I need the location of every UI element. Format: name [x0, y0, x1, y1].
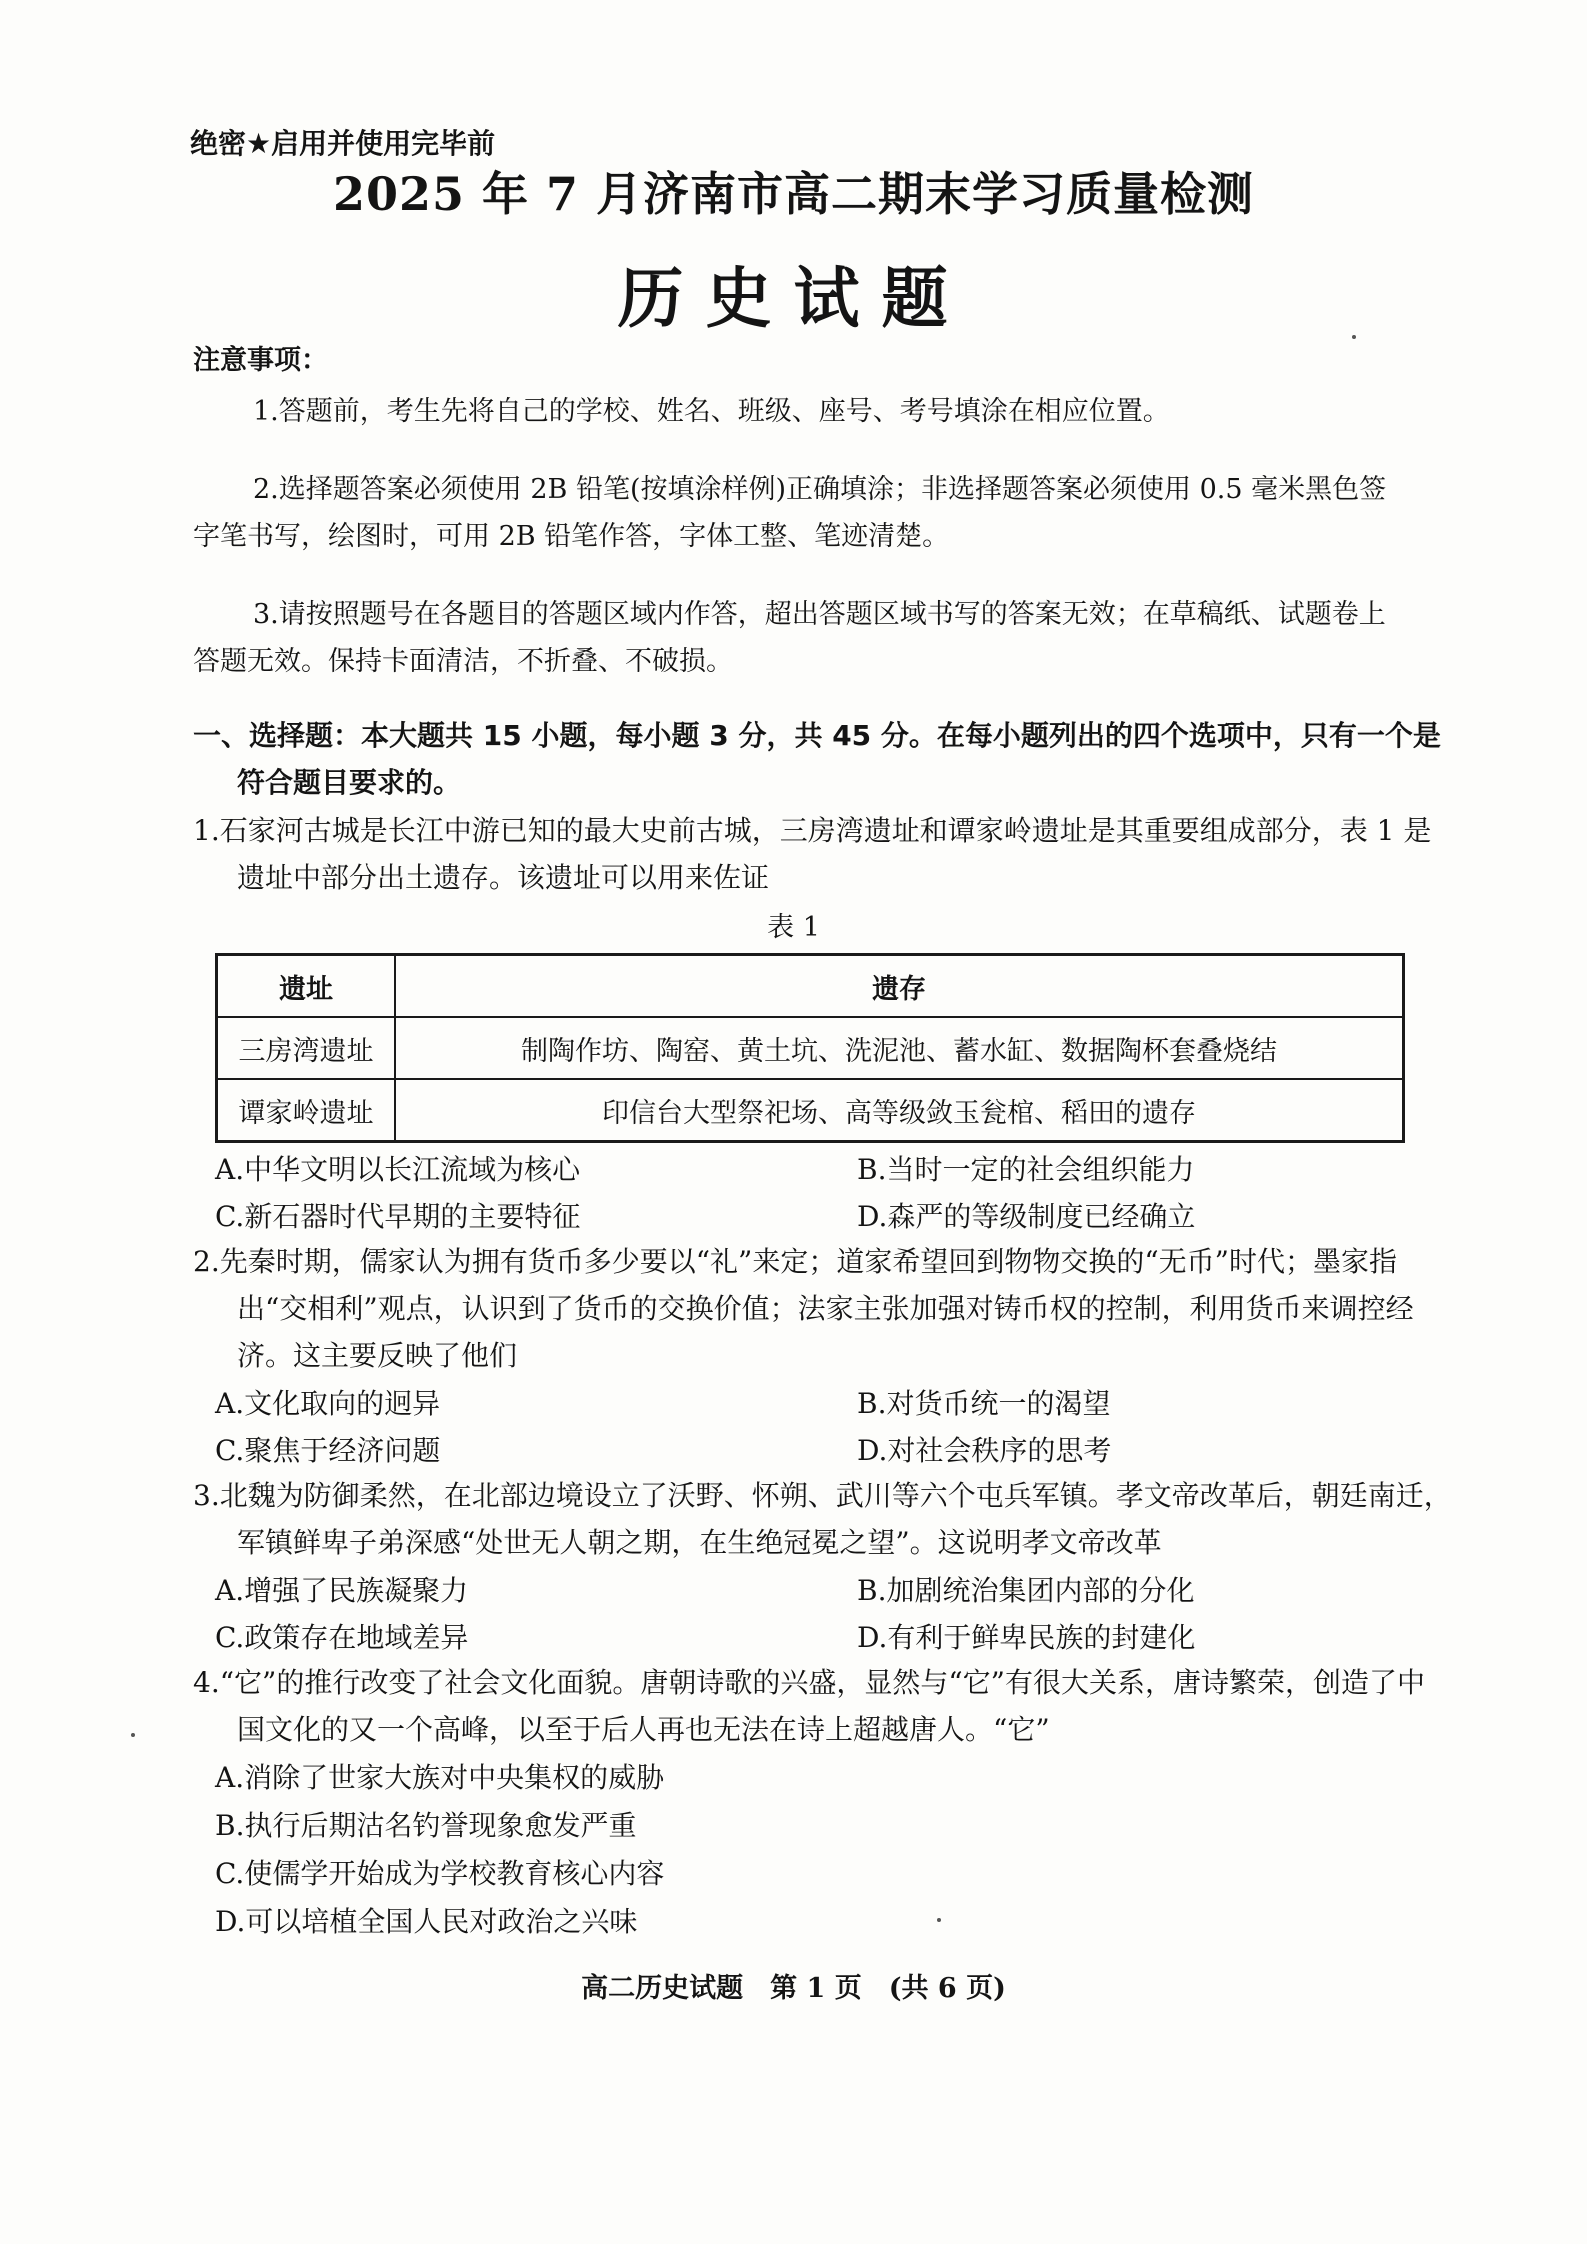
- table-row: [217, 1079, 1404, 1142]
- subject-title: 历史试题: [617, 260, 970, 337]
- table-header-relics: 遗存: [395, 955, 1404, 1018]
- table-header-site: 遗址: [217, 955, 396, 1018]
- question-1-stem: 1.石家河古城是长江中游已知的最大史前古城，三房湾遗址和谭家岭遗址是其重要组成部分，表 1 是遗址中部分出土遗存。该遗址可以用来佐证: [193, 814, 1432, 894]
- table-cell: 印信台大型祭祀场、高等级敛玉瓮棺、稻田的遗存: [395, 1079, 1404, 1142]
- question-2-option-c: C.聚焦于经济问题: [215, 1434, 441, 1467]
- note-item-3: 3.请按照题号在各题目的答题区域内作答，超出答题区域书写的答案无效；在草稿纸、试题卷上答题无效。保持卡面清洁，不折叠、不破损。: [193, 599, 1386, 677]
- question-4-option-d: D.可以培植全国人民对政治之兴味: [215, 1905, 638, 1938]
- table-cell: 制陶作坊、陶窑、黄土坑、洗泥池、蓄水缸、数据陶杯套叠烧结: [395, 1017, 1404, 1079]
- question-4-option-c: C.使儒学开始成为学校教育核心内容: [215, 1857, 665, 1890]
- scan-speck: [131, 1733, 135, 1737]
- table-cell: 谭家岭遗址: [217, 1079, 396, 1142]
- question-4-option-b: B.执行后期沽名钓誉现象愈发严重: [215, 1809, 637, 1842]
- scan-speck: [1352, 335, 1356, 339]
- note-item-2: 2.选择题答案必须使用 2B 铅笔(按填涂样例)正确填涂；非选择题答案必须使用 0.5 毫米黑色签字笔书写，绘图时，可用 2B 铅笔作答，字体工整、笔迹清楚。: [193, 474, 1387, 552]
- table-row: [217, 1017, 1404, 1079]
- question-3-option-d: D.有利于鲜卑民族的封建化: [857, 1621, 1196, 1654]
- question-3-option-b: B.加剧统治集团内部的分化: [857, 1574, 1195, 1607]
- relics-table: [215, 953, 1405, 1143]
- question-2-option-b: B.对货币统一的渴望: [857, 1387, 1111, 1420]
- table-header-row: [217, 955, 1404, 1018]
- note-item-1: 1.答题前，考生先将自己的学校、姓名、班级、座号、考号填涂在相应位置。: [253, 396, 1170, 427]
- notes-heading: 注意事项：: [193, 345, 328, 376]
- table-caption: 表 1: [767, 912, 820, 943]
- question-3-stem: 3.北魏为防御柔然，在北部边境设立了沃野、怀朔、武川等六个屯兵军镇。孝文帝改革后，朝廷南迁，军镇鲜卑子弟深感“处世无人朝之期，在生绝冠冕之望”。这说明孝文帝改革: [193, 1479, 1452, 1559]
- question-3-option-a: A.增强了民族凝聚力: [215, 1574, 469, 1607]
- question-2-option-a: A.文化取向的迥异: [215, 1387, 441, 1420]
- question-4-stem: 4.“它”的推行改变了社会文化面貌。唐朝诗歌的兴盛，显然与“它”有很大关系，唐诗繁荣，创造了中国文化的又一个高峰，以至于后人再也无法在诗上超越唐人。“它”: [193, 1666, 1425, 1746]
- question-1-option-d: D.森严的等级制度已经确立: [857, 1200, 1196, 1233]
- question-1-option-a: A.中华文明以长江流域为核心: [215, 1153, 581, 1186]
- section-heading: 一、选择题：本大题共 15 小题，每小题 3 分，共 45 分。在每小题列出的四个选项中，只有一个是符合题目要求的。: [193, 719, 1441, 799]
- exam-title: 2025 年 7 月济南市高二期末学习质量检测: [332, 167, 1255, 221]
- confidential-mark: 绝密★启用并使用完毕前: [190, 127, 496, 160]
- question-3-option-c: C.政策存在地域差异: [215, 1621, 469, 1654]
- table-cell: 三房湾遗址: [217, 1017, 396, 1079]
- question-1-option-b: B.当时一定的社会组织能力: [857, 1153, 1195, 1186]
- question-4-option-a: A.消除了世家大族对中央集权的威胁: [215, 1761, 665, 1794]
- question-2-option-d: D.对社会秩序的思考: [857, 1434, 1112, 1467]
- page-footer: 高二历史试题 第 1 页 (共 6 页): [581, 1973, 1006, 2004]
- question-2-stem: 2.先秦时期，儒家认为拥有货币多少要以“礼”来定；道家希望回到物物交换的“无币”时代；墨家指出“交相利”观点，认识到了货币的交换价值；法家主张加强对铸币权的控制，利用货币来调控经济。这主要反映了他们: [193, 1245, 1414, 1372]
- scan-speck: [937, 1918, 941, 1922]
- question-1-option-c: C.新石器时代早期的主要特征: [215, 1200, 581, 1233]
